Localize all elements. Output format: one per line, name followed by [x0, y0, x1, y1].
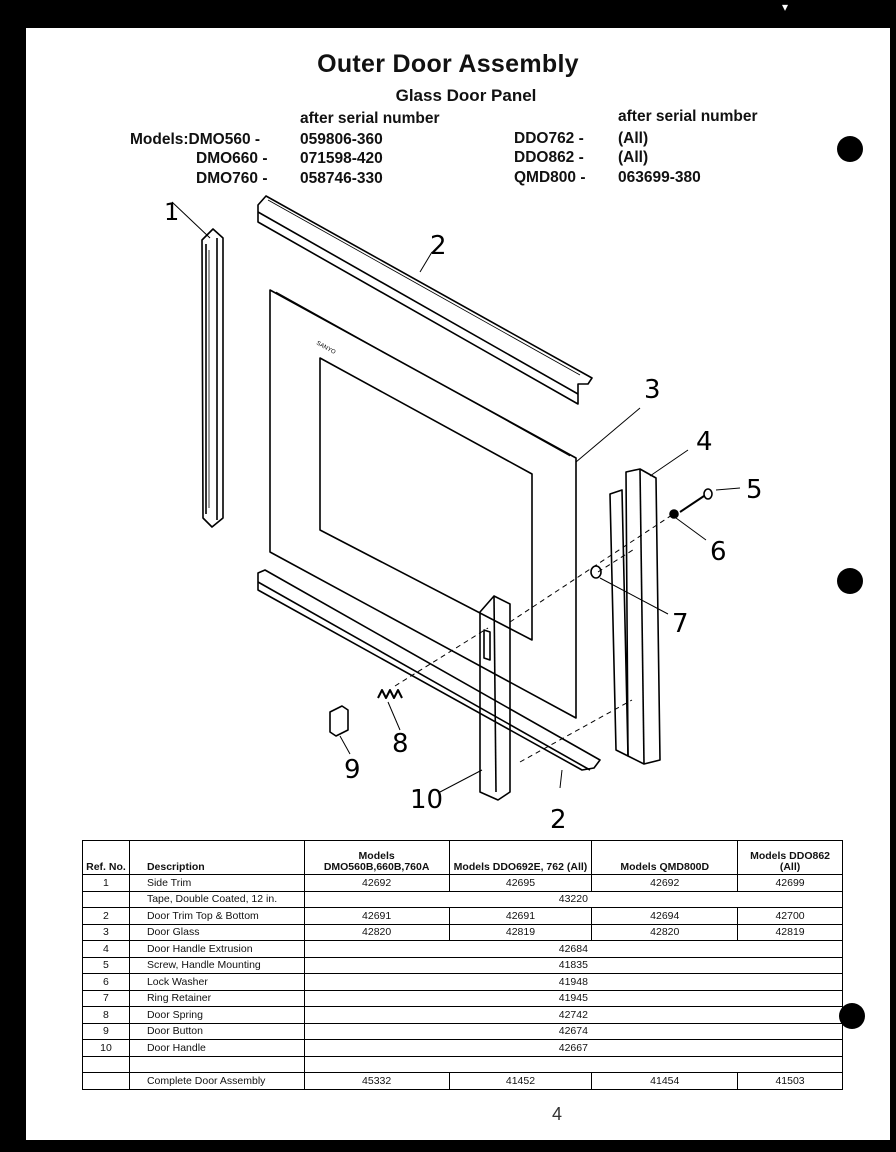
model-name: DDO762 -	[514, 130, 584, 147]
callout-3: 3	[644, 375, 661, 405]
description-cell: Door Glass	[129, 924, 304, 941]
part-cell: 42699	[738, 875, 843, 892]
callout-1: 1	[164, 198, 180, 226]
part-cell: 42700	[738, 908, 843, 925]
table-row	[83, 1056, 843, 1073]
part-cell: 42819	[449, 924, 592, 941]
table-row	[83, 908, 843, 925]
part-cell: 42694	[592, 908, 738, 925]
model-name: Models:DMO560 -	[130, 131, 261, 148]
table-row	[83, 1073, 843, 1090]
description-cell: Side Trim	[129, 875, 304, 892]
ref-cell: 5	[83, 957, 130, 974]
part-cell: 43220	[304, 891, 842, 908]
corner-mark: ▾	[782, 0, 789, 14]
ref-cell	[83, 1073, 130, 1090]
model-name: QMD800 -	[514, 169, 586, 186]
table-row	[83, 891, 843, 908]
model-name: DMO660 -	[196, 150, 268, 167]
handle-extrusion-part	[610, 450, 688, 764]
column-header: Models DDO692E, 762 (All)	[449, 841, 592, 875]
table-row	[83, 1040, 843, 1057]
description-cell: Door Trim Top & Bottom	[129, 908, 304, 925]
part-cell: 42691	[449, 908, 592, 925]
table-row	[83, 1007, 843, 1024]
part-cell: 42742	[304, 1007, 842, 1024]
table-row	[83, 957, 843, 974]
description-cell: Complete Door Assembly	[129, 1073, 304, 1090]
description-cell: Lock Washer	[129, 974, 304, 991]
part-cell: 41452	[449, 1073, 592, 1090]
table-row	[83, 974, 843, 991]
callout-2b: 2	[550, 805, 567, 835]
description-cell: Screw, Handle Mounting	[129, 957, 304, 974]
model-serial: (All)	[618, 149, 649, 166]
column-header: Ref. No.	[83, 841, 130, 875]
callout-4: 4	[696, 427, 713, 457]
model-serial: 063699-380	[618, 169, 701, 186]
callout-7: 7	[672, 609, 689, 639]
ref-cell	[83, 1056, 130, 1073]
part-cell: 42684	[304, 941, 842, 958]
serial-header-left: after serial number	[300, 110, 440, 127]
callout-2: 2	[430, 231, 447, 261]
part-cell: 41835	[304, 957, 842, 974]
table-row	[83, 924, 843, 941]
table-row	[83, 875, 843, 892]
screw-part	[680, 488, 740, 512]
door-glass-part	[270, 290, 640, 718]
part-cell	[304, 1056, 842, 1073]
part-cell: 42695	[449, 875, 592, 892]
model-serial: 059806-360	[300, 131, 383, 148]
part-cell: 42692	[304, 875, 449, 892]
part-cell: 42674	[304, 1023, 842, 1040]
part-cell: 42692	[592, 875, 738, 892]
description-cell	[129, 1056, 304, 1073]
callout-5: 5	[746, 475, 763, 505]
serial-header-right: after serial number	[618, 108, 758, 125]
ref-cell: 7	[83, 990, 130, 1007]
model-name: DDO862 -	[514, 149, 584, 166]
part-cell: 45332	[304, 1073, 449, 1090]
ref-cell: 9	[83, 1023, 130, 1040]
ref-cell: 2	[83, 908, 130, 925]
model-serial: (All)	[618, 130, 649, 147]
description-cell: Door Spring	[129, 1007, 304, 1024]
model-name: DMO760 -	[196, 170, 268, 187]
column-header: Models DDO862 (All)	[738, 841, 843, 875]
table-row	[83, 1023, 843, 1040]
description-cell: Ring Retainer	[129, 990, 304, 1007]
ref-cell: 10	[83, 1040, 130, 1057]
callout-9: 9	[344, 755, 361, 785]
column-header: Models QMD800D	[592, 841, 738, 875]
table-header-row	[83, 841, 843, 875]
door-spring-part	[378, 690, 402, 730]
ref-cell: 8	[83, 1007, 130, 1024]
description-cell: Door Button	[129, 1023, 304, 1040]
ref-cell: 6	[83, 974, 130, 991]
page-subtitle: Glass Door Panel	[395, 86, 537, 105]
part-cell: 41503	[738, 1073, 843, 1090]
page-title: Outer Door Assembly	[317, 50, 579, 78]
ref-cell: 4	[83, 941, 130, 958]
part-cell: 42691	[304, 908, 449, 925]
page-number: 4	[552, 1104, 563, 1124]
part-cell: 42819	[738, 924, 843, 941]
top-trim-part	[258, 196, 592, 404]
part-cell: 42667	[304, 1040, 842, 1057]
side-trim-part	[172, 202, 223, 527]
door-handle-part	[440, 596, 510, 800]
description-cell: Tape, Double Coated, 12 in.	[129, 891, 304, 908]
table-row	[83, 941, 843, 958]
part-cell: 41945	[304, 990, 842, 1007]
lock-washer-part	[670, 510, 678, 518]
part-cell: 42820	[304, 924, 449, 941]
model-serial: 058746-330	[300, 170, 383, 187]
ref-cell: 1	[83, 875, 130, 892]
svg-text:SANYO: SANYO	[315, 340, 337, 356]
description-cell: Door Handle Extrusion	[129, 941, 304, 958]
column-header: Description	[129, 841, 304, 875]
part-cell: 41454	[592, 1073, 738, 1090]
ring-retainer-part	[591, 566, 668, 614]
ref-cell: 3	[83, 924, 130, 941]
callout-10: 10	[410, 785, 444, 815]
table-row	[83, 990, 843, 1007]
model-serial: 071598-420	[300, 150, 383, 167]
part-cell: 41948	[304, 974, 842, 991]
description-cell: Door Handle	[129, 1040, 304, 1057]
bottom-trim-part	[258, 570, 600, 788]
part-cell: 42820	[592, 924, 738, 941]
ref-cell	[83, 891, 130, 908]
door-button-part	[330, 706, 350, 754]
column-header: Models DMO560B,660B,760A	[304, 841, 449, 875]
callout-6: 6	[710, 537, 727, 567]
callout-8: 8	[392, 729, 409, 759]
parts-table	[82, 840, 843, 1090]
